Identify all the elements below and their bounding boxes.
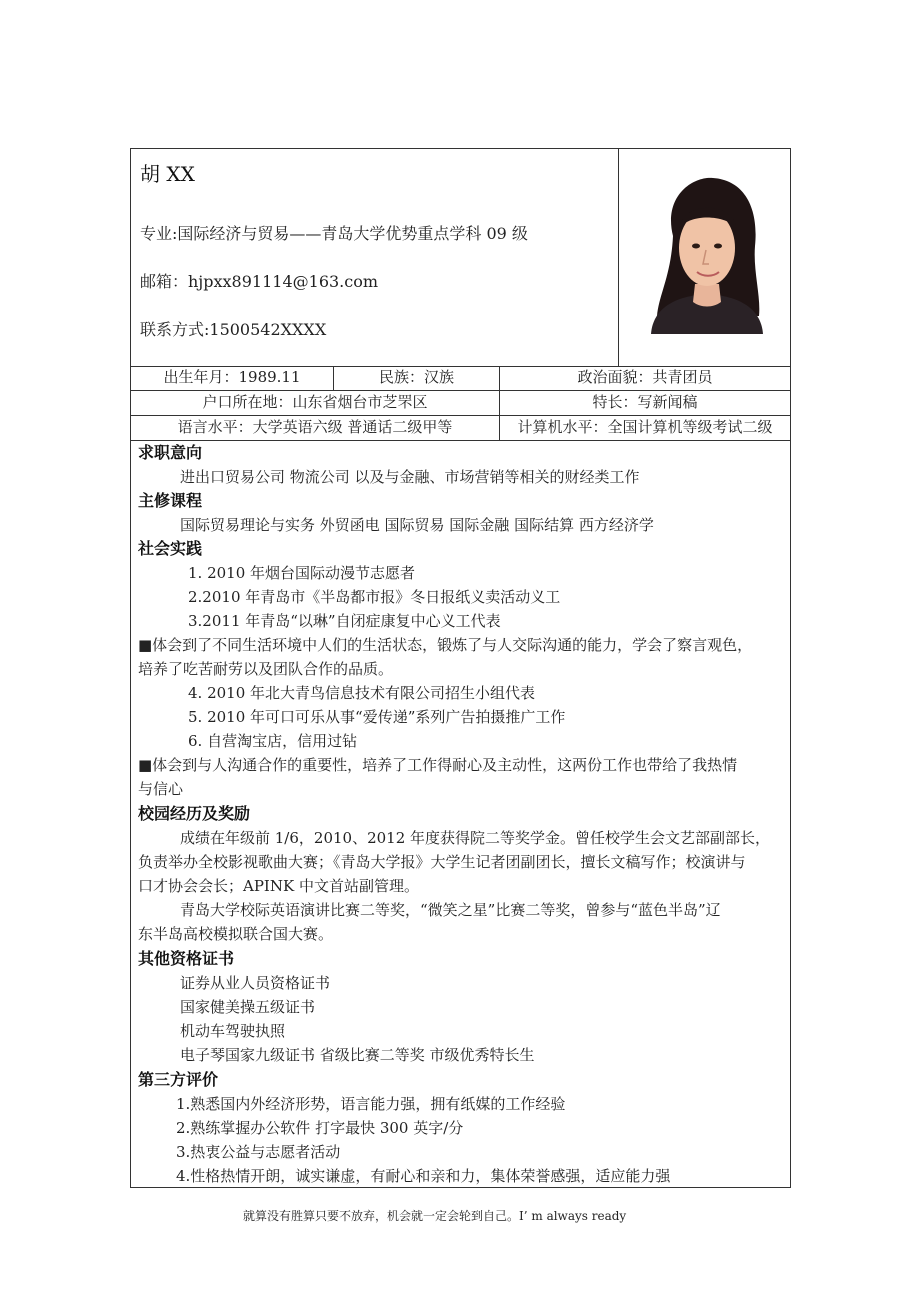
practice-summary: 与信心 xyxy=(138,780,184,798)
section-title-campus: 校园经历及奖励 xyxy=(138,804,251,823)
cert-item: 证券从业人员资格证书 xyxy=(180,974,331,992)
ethnicity: 民族：汉族 xyxy=(378,368,454,386)
campus-line: 负责举办全校影视歌曲大赛；《青岛大学报》大学生记者团副团长，擅长文稿写作；校演讲与 xyxy=(138,853,746,871)
campus-line: 青岛大学校际英语演讲比赛二等奖，“微笑之星”比赛二等奖，曾参与“蓝色半岛”辽 xyxy=(180,901,721,919)
evaluation-item: 1.熟悉国内外经济形势，语言能力强，拥有纸媒的工作经验 xyxy=(176,1095,566,1113)
campus-line: 成绩在年级前 1/6，2010、2012 年度获得院二等奖学金。曾任校学生会文艺部副部长， xyxy=(180,829,771,847)
objective-line: 进出口贸易公司 物流公司 以及与金融、市场营销等相关的财经类工作 xyxy=(180,468,640,486)
footer-motto: 就算没有胜算只要不放弃，机会就一定会轮到自己。I’ m always ready xyxy=(243,1209,627,1223)
candidate-name: 胡 XX xyxy=(140,162,195,186)
practice-item: 4. 2010 年北大青鸟信息技术有限公司招生小组代表 xyxy=(188,684,536,702)
row-divider xyxy=(130,415,791,416)
practice-item: 5. 2010 年可口可乐从事“爱传递”系列广告拍摄推广工作 xyxy=(188,708,566,726)
courses-line: 国际贸易理论与实务 外贸函电 国际贸易 国际金融 国际结算 西方经济学 xyxy=(180,516,654,534)
practice-item: 3.2011 年青岛“以琳”自闭症康复中心义工代表 xyxy=(188,612,501,630)
evaluation-item: 2.熟练掌握办公软件 打字最快 300 英字/分 xyxy=(176,1119,464,1137)
practice-summary: 培养了吃苦耐劳以及团队合作的品质。 xyxy=(138,660,394,678)
section-title-courses: 主修课程 xyxy=(138,491,203,510)
evaluation-item: 3.热衷公益与志愿者活动 xyxy=(176,1143,341,1161)
email: 邮箱：hjpxx891114@163.com xyxy=(140,272,379,291)
row-divider xyxy=(130,390,791,391)
photo-divider xyxy=(618,148,619,366)
row-divider xyxy=(130,366,791,367)
language-level: 语言水平：大学英语六级 普通话二级甲等 xyxy=(177,418,453,436)
phone: 联系方式:1500542XXXX xyxy=(140,320,327,339)
hukou: 户口所在地：山东省烟台市芝罘区 xyxy=(202,393,428,411)
computer-level: 计算机水平：全国计算机等级考试二级 xyxy=(517,418,773,436)
evaluation-item: 4.性格热情开朗，诚实谦虚，有耐心和亲和力，集体荣誉感强，适应能力强 xyxy=(176,1167,671,1185)
cert-item: 国家健美操五级证书 xyxy=(180,998,316,1016)
practice-item: 2.2010 年青岛市《半岛都市报》冬日报纸义卖活动义工 xyxy=(188,588,561,606)
campus-line: 东半岛高校模拟联合国大赛。 xyxy=(138,925,334,943)
row-divider xyxy=(130,440,791,441)
birth-date: 出生年月：1989.11 xyxy=(163,368,301,386)
profile-photo xyxy=(643,176,771,334)
practice-summary: ■体会到与人沟通合作的重要性，培养了工作得耐心及主动性，这两份工作也带给了我热情 xyxy=(138,756,738,774)
specialty: 特长：写新闻稿 xyxy=(592,393,698,411)
cert-item: 机动车驾驶执照 xyxy=(180,1022,286,1040)
practice-item: 1. 2010 年烟台国际动漫节志愿者 xyxy=(188,564,416,582)
section-title-evaluation: 第三方评价 xyxy=(138,1070,219,1089)
campus-line: 口才协会会长；APINK 中文首站副管理。 xyxy=(138,877,419,895)
section-title-certs: 其他资格证书 xyxy=(138,949,235,968)
practice-summary: ■体会到了不同生活环境中人们的生活状态，锻炼了与人交际沟通的能力，学会了察言观色， xyxy=(138,636,753,654)
cert-item: 电子琴国家九级证书 省级比赛二等奖 市级优秀特长生 xyxy=(180,1046,535,1064)
section-title-practice: 社会实践 xyxy=(138,539,203,558)
practice-item: 6. 自营淘宝店，信用过钻 xyxy=(188,732,358,750)
political-status: 政治面貌：共青团员 xyxy=(577,368,713,386)
major: 专业:国际经济与贸易——青岛大学优势重点学科 09 级 xyxy=(140,224,528,243)
section-title-objective: 求职意向 xyxy=(138,443,203,462)
